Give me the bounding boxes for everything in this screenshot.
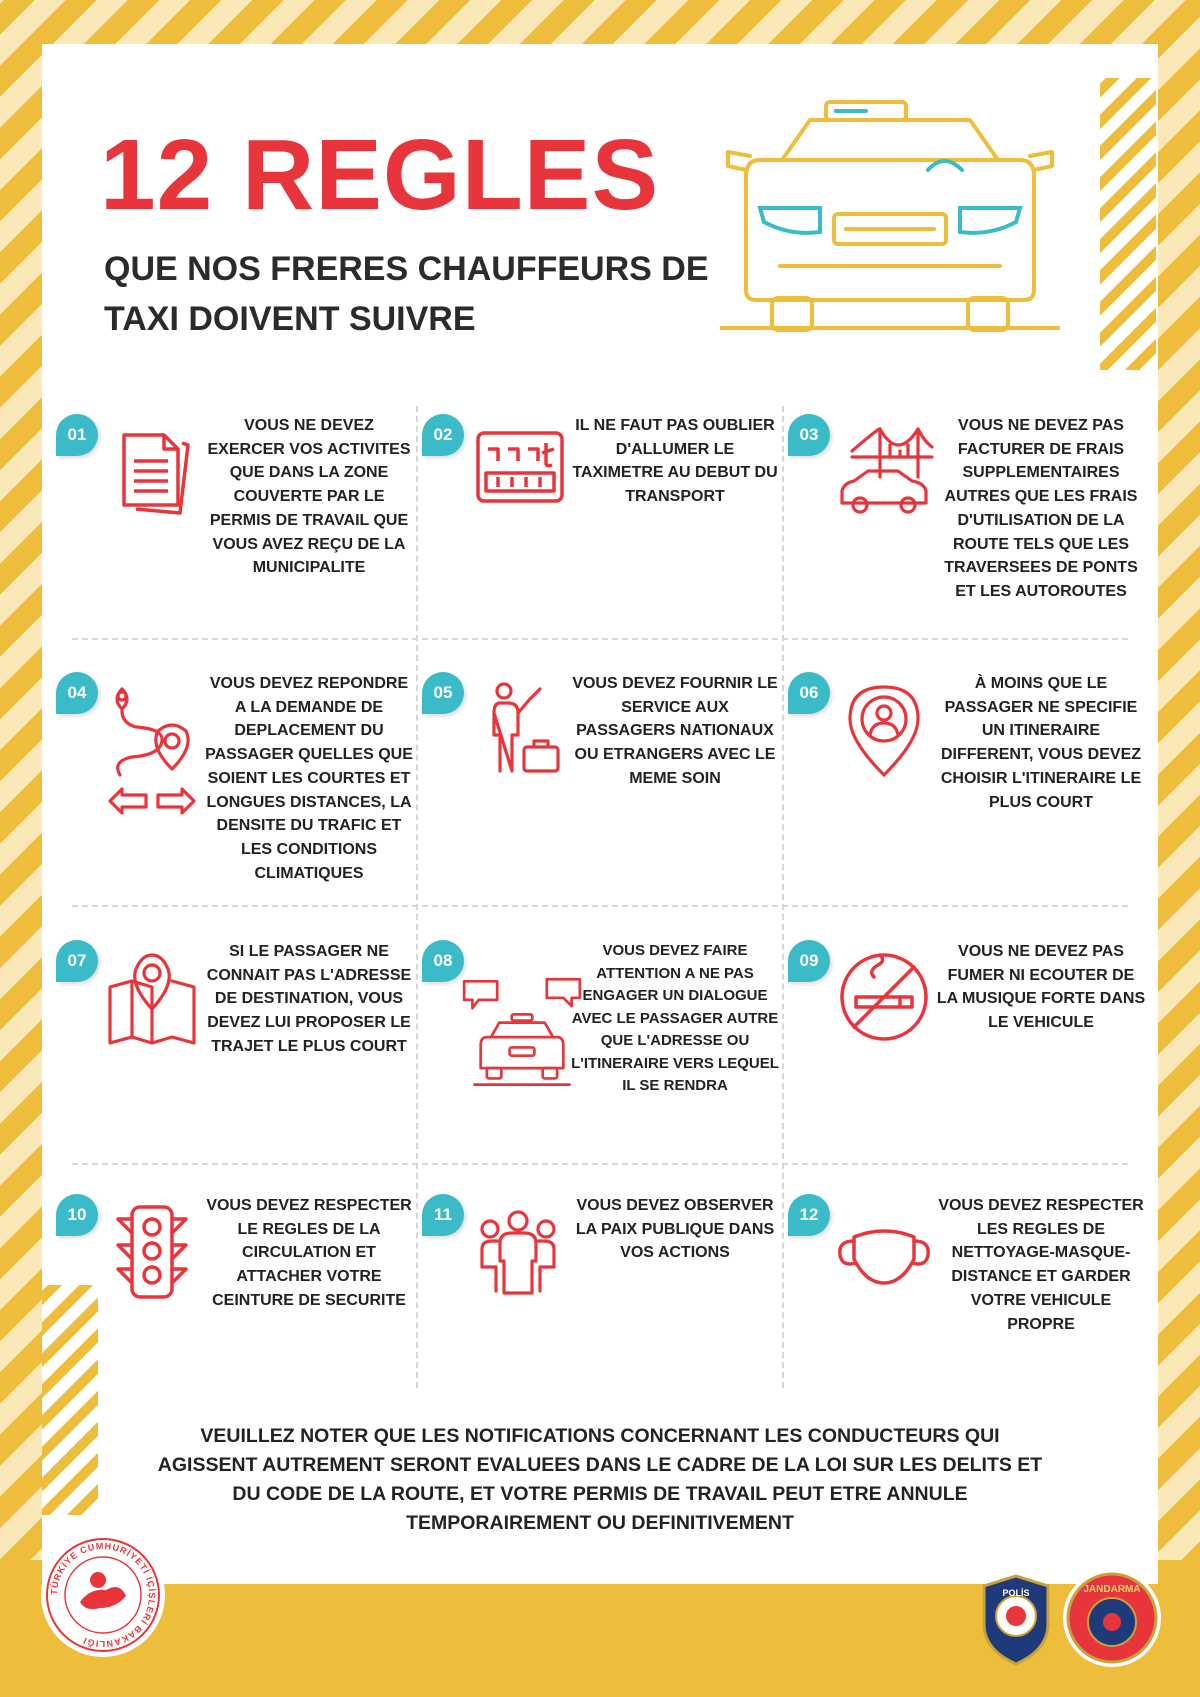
rule-card <box>799 1186 1156 1442</box>
rule-text: VOUS DEVEZ FOURNIR LE SERVICE AUX PASSAGERS NATIONAUX OU ETRANGERS AVEC LE MEME SOIN <box>572 675 778 787</box>
rule-number-badge: 08 <box>422 940 464 982</box>
bridge-car-icon <box>834 416 934 526</box>
rule-number-badge: 04 <box>56 672 98 714</box>
rule-text: VOUS DEVEZ FAIRE ATTENTION A NE PAS ENGAGER UN DIALOGUE AVEC LE PASSAGER AUTRE QUE L'ADRESSE OU L'ITINERAIRE VERS LEQUEL IL SE RENDRA <box>571 942 779 1094</box>
rule-text: VOUS DEVEZ REPONDRE A LA DEMANDE DE DEPLACEMENT DU PASSAGER QUELLES QUE SOIENT LES COURTES ET LONGUES DISTANCES, LA DENSITE DU TRAFIC ET LES CONDITIONS CLIMATIQUES <box>205 675 413 882</box>
page-subtitle: QUE NOS FRERES CHAUFFEURS DE TAXI DOIVENT SUIVRE <box>104 250 709 338</box>
rule-text: VOUS NE DEVEZ PAS FACTURER DE FRAIS SUPPLEMENTAIRES AUTRES QUE LES FRAIS D'UTILISATION DE LA ROUTE TELS QUE LES TRAVERSEES DE PONTS ET LES AUTOROUTES <box>944 417 1138 600</box>
gendarmerie-emblem-logo <box>1062 1568 1162 1668</box>
rule-text: VOUS NE DEVEZ EXERCER VOS ACTIVITES QUE DANS LA ZONE COUVERTE PAR LE PERMIS DE TRAVAIL QUE VOUS AVEZ REÇU DE LA MUNICIPALITE <box>207 417 411 577</box>
map-pin-icon <box>102 942 202 1052</box>
rule-text: VOUS DEVEZ OBSERVER LA PAIX PUBLIQUE DANS VOS ACTIONS <box>575 1197 775 1262</box>
route-distance-icon <box>102 674 202 824</box>
seal-text: TÜRKİYE CUMHURİYETİ İÇİŞLERİ BAKANLIĞI <box>48 1540 158 1650</box>
rule-card <box>799 406 1156 662</box>
page-title: 12 REGLES <box>100 119 660 231</box>
rule-number-badge: 03 <box>788 414 830 456</box>
rule-number-badge: 02 <box>422 414 464 456</box>
rule-number-badge: 06 <box>788 672 830 714</box>
rule-text: IL NE FAUT PAS OUBLIER D'ALLUMER LE TAXIMETRE AU DEBUT DU TRANSPORT <box>572 417 778 506</box>
rule-card <box>433 664 790 920</box>
face-mask-icon <box>834 1196 934 1306</box>
police-emblem-logo <box>976 1572 1056 1668</box>
rule-text: VOUS DEVEZ RESPECTER LES REGLES DE NETTOYAGE-MASQUE-DISTANCE ET GARDER VOTRE VEHICULE PROPRE <box>938 1197 1144 1333</box>
police-emblem-text: POLİS <box>1002 1588 1030 1598</box>
rule-text: VOUS NE DEVEZ PAS FUMER NI ECOUTER DE LA MUSIQUE FORTE DANS LE VEHICULE <box>936 943 1146 1032</box>
documents-icon <box>102 416 202 526</box>
rule-number-badge: 01 <box>56 414 98 456</box>
taximeter-icon <box>468 416 568 526</box>
rules-grid <box>67 406 1146 1388</box>
rule-card <box>67 932 424 1188</box>
rule-number-badge: 07 <box>56 940 98 982</box>
rule-number-badge: 12 <box>788 1194 830 1236</box>
rule-card <box>67 406 424 662</box>
taxi-front-icon <box>720 90 1060 340</box>
right-stripe-accent <box>1100 78 1156 370</box>
gendarmerie-emblem-text: JANDARMA <box>1083 1584 1141 1595</box>
traffic-light-icon <box>102 1196 202 1306</box>
rule-text: SI LE PASSAGER NE CONNAIT PAS L'ADRESSE DE DESTINATION, VOUS DEVEZ LUI PROPOSER LE TRAJET LE PLUS COURT <box>206 943 412 1055</box>
location-person-icon <box>834 674 934 784</box>
rule-text: À MOINS QUE LE PASSAGER NE SPECIFIE UN ITINERAIRE DIFFERENT, VOUS DEVEZ CHOISIR L'ITINERAIRE LE PLUS COURT <box>940 675 1142 811</box>
rule-number-badge: 05 <box>422 672 464 714</box>
rule-number-badge: 09 <box>788 940 830 982</box>
rule-card <box>433 406 790 662</box>
rule-card <box>433 932 790 1188</box>
people-group-icon <box>468 1196 568 1306</box>
rule-card <box>799 932 1156 1188</box>
rule-number-badge: 10 <box>56 1194 98 1236</box>
passenger-luggage-icon <box>468 674 568 784</box>
rule-number-badge: 11 <box>422 1194 464 1236</box>
ministry-seal-logo <box>40 1532 166 1658</box>
rule-text: VOUS DEVEZ RESPECTER LE REGLES DE LA CIRCULATION ET ATTACHER VOTRE CEINTURE DE SECURITE <box>206 1197 412 1309</box>
taxi-dialogue-icon <box>460 962 584 1106</box>
rule-card <box>67 664 424 920</box>
rule-card <box>799 664 1156 920</box>
footer-note: VEUILLEZ NOTER QUE LES NOTIFICATIONS CONCERNANT LES CONDUCTEURS QUI AGISSENT AUTREMENT SERONT EVALUEES DANS LE CADRE DE LA LOI SUR LES DELITS ET DU CODE DE LA ROUTE, ET VOTRE PERMIS DE TRAVAIL PEUT ETRE ANNULE TEMPORAIREMENT OU DEFINITIVEMENT <box>157 1425 1043 1534</box>
rule-card <box>67 1186 424 1442</box>
rule-card <box>434 1186 790 1442</box>
no-smoking-icon <box>834 942 934 1052</box>
